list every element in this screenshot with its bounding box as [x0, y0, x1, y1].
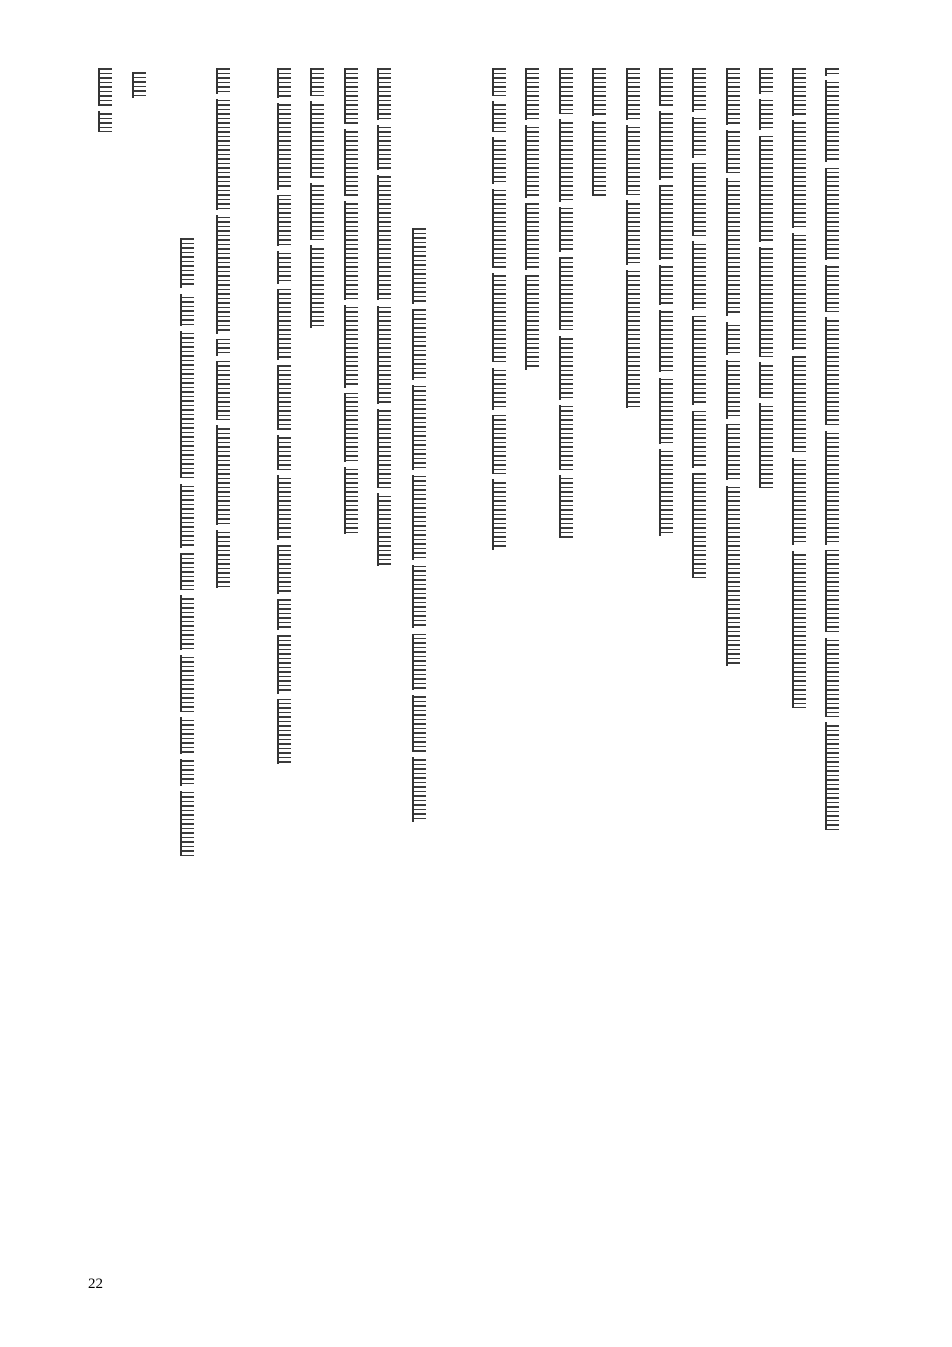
text-line	[412, 228, 426, 822]
text-line	[825, 68, 839, 830]
text-line	[98, 68, 112, 132]
text-line	[659, 68, 673, 536]
text-line	[525, 68, 539, 370]
text-line	[592, 68, 606, 196]
text-line	[132, 72, 146, 98]
text-line	[792, 68, 806, 708]
page-number: 22	[88, 1276, 103, 1292]
text-line	[559, 68, 573, 538]
text-line	[626, 68, 640, 408]
text-line	[277, 68, 291, 764]
text-line	[310, 68, 324, 328]
text-line	[726, 68, 740, 666]
text-line	[216, 68, 230, 588]
text-line	[692, 68, 706, 578]
